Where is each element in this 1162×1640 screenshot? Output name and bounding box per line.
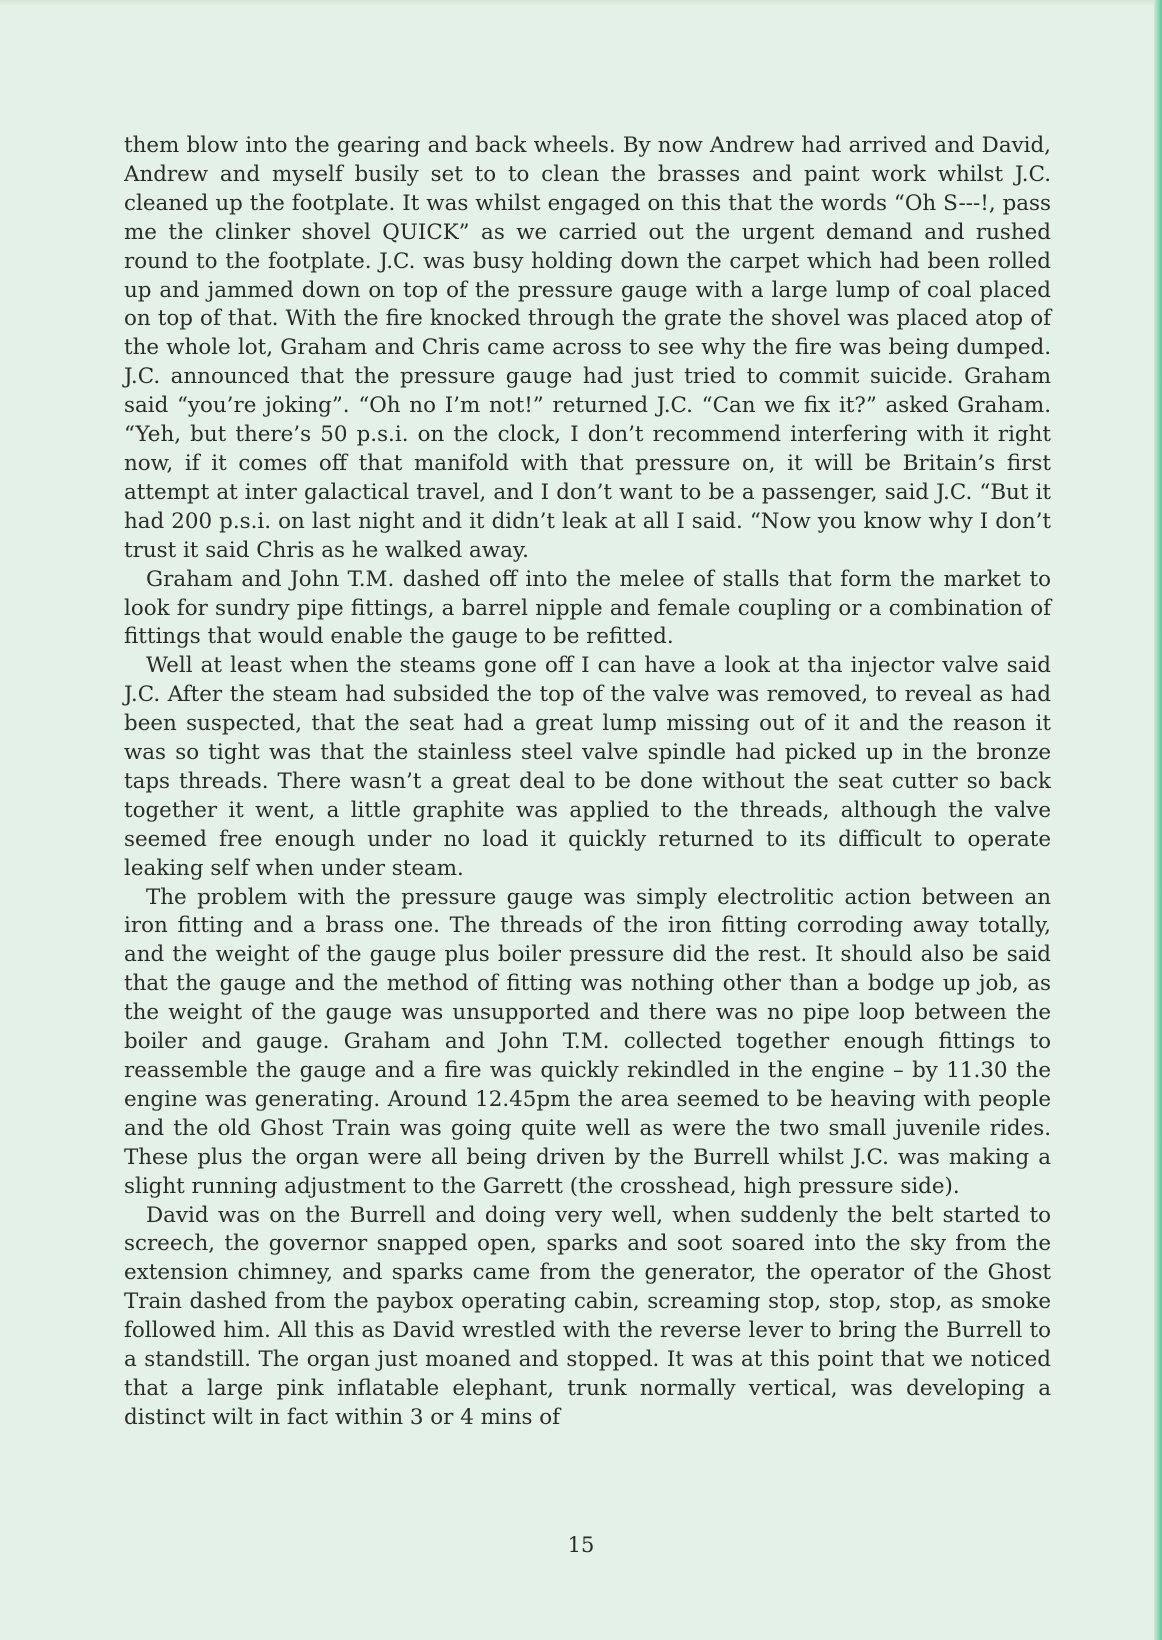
page-top-shade	[0, 0, 1162, 6]
page-edge	[1154, 0, 1162, 1640]
paragraph-3: Well at least when the steams gone off I can have a look at tha injector valve said J.C. After the steam had subsided the top of the valve was removed, to reveal as had been suspected, that the seat had a great lump missing out of it and the reason it was so tight was that the stainless steel valve spindle had picked up in the bronze taps threads. There wasn’t a great deal to be done without the seat cutter so back together it went, a little graphite was applied to the threads, although the valve seemed free enough under no load it quickly returned to its difficult to operate leaking self when under steam.	[124, 653, 1051, 881]
paragraph-1: them blow into the gearing and back wheels. By now Andrew had arrived and David, Andrew and myself busily set to to clean the brasses and paint work whilst J.C. cleaned up the footplate. It was whilst engaged on this that the words “Oh S---!, pass me the clinker shovel QUICK” as we carried out the urgent demand and rushed round to the footplate. J.C. was busy holding down the carpet which had been rolled up and jammed down on top of the pressure gauge with a large lump of coal placed on top of that. With the fire knocked through the grate the shovel was placed atop of the whole lot, Graham and Chris came across to see why the fire was being dumped. J.C. announced that the pressure gauge had just tried to commit suicide. Graham said “you’re joking”. “Oh no I’m not!” returned J.C. “Can we fix it?” asked Graham. “Yeh, but there’s 50 p.s.i. on the clock, I don’t recommend interfering with it right now, if it comes off that manifold with that pressure on, it will be Britain’s first attempt at inter galactical travel, and I don’t want to be a passenger, said J.C. “But it had 200 p.s.i. on last night and it didn’t leak at all I said. “Now you know why I don’t trust it said Chris as he walked away.	[124, 133, 1051, 563]
page-number: 15	[567, 1533, 595, 1557]
body-text	[124, 132, 1051, 1433]
paragraph-4: The problem with the pressure gauge was simply electrolitic action between an iron fitting and a brass one. The threads of the iron fitting corroding away totally, and the weight of the gauge plus boiler pressure did the rest. It should also be said that the gauge and the method of fitting was nothing other than a bodge up job, as the weight of the gauge was unsupported and there was no pipe loop between the boiler and gauge. Graham and John T.M. collected together enough fittings to reassemble the gauge and a fire was quickly rekindled in the engine – by 11.30 the engine was generating. Around 12.45pm the area seemed to be heaving with people and the old Ghost Train was going quite well as were the two small juvenile rides. These plus the organ were all being driven by the Burrell whilst J.C. was making a slight running adjustment to the Garrett (the crosshead, high pressure side).	[124, 884, 1051, 1199]
paragraph-2: Graham and John T.M. dashed off into the melee of stalls that form the market to look for sundry pipe fittings, a barrel nipple and female coupling or a combination of fittings that would enable the gauge to be refitted.	[124, 566, 1051, 650]
paragraph-5: David was on the Burrell and doing very well, when suddenly the belt started to screech, the governor snapped open, sparks and soot soared into the sky from the extension chimney, and sparks came from the generator, the operator of the Ghost Train dashed from the paybox operating cabin, screaming stop, stop, stop, as smoke followed him. All this as David wrestled with the reverse lever to bring the Burrell to a standstill. The organ just moaned and stopped. It was at this point that we noticed that a large pink inflatable elephant, trunk normally vertical, was developing a distinct wilt in fact within 3 or 4 mins of	[124, 1202, 1051, 1430]
